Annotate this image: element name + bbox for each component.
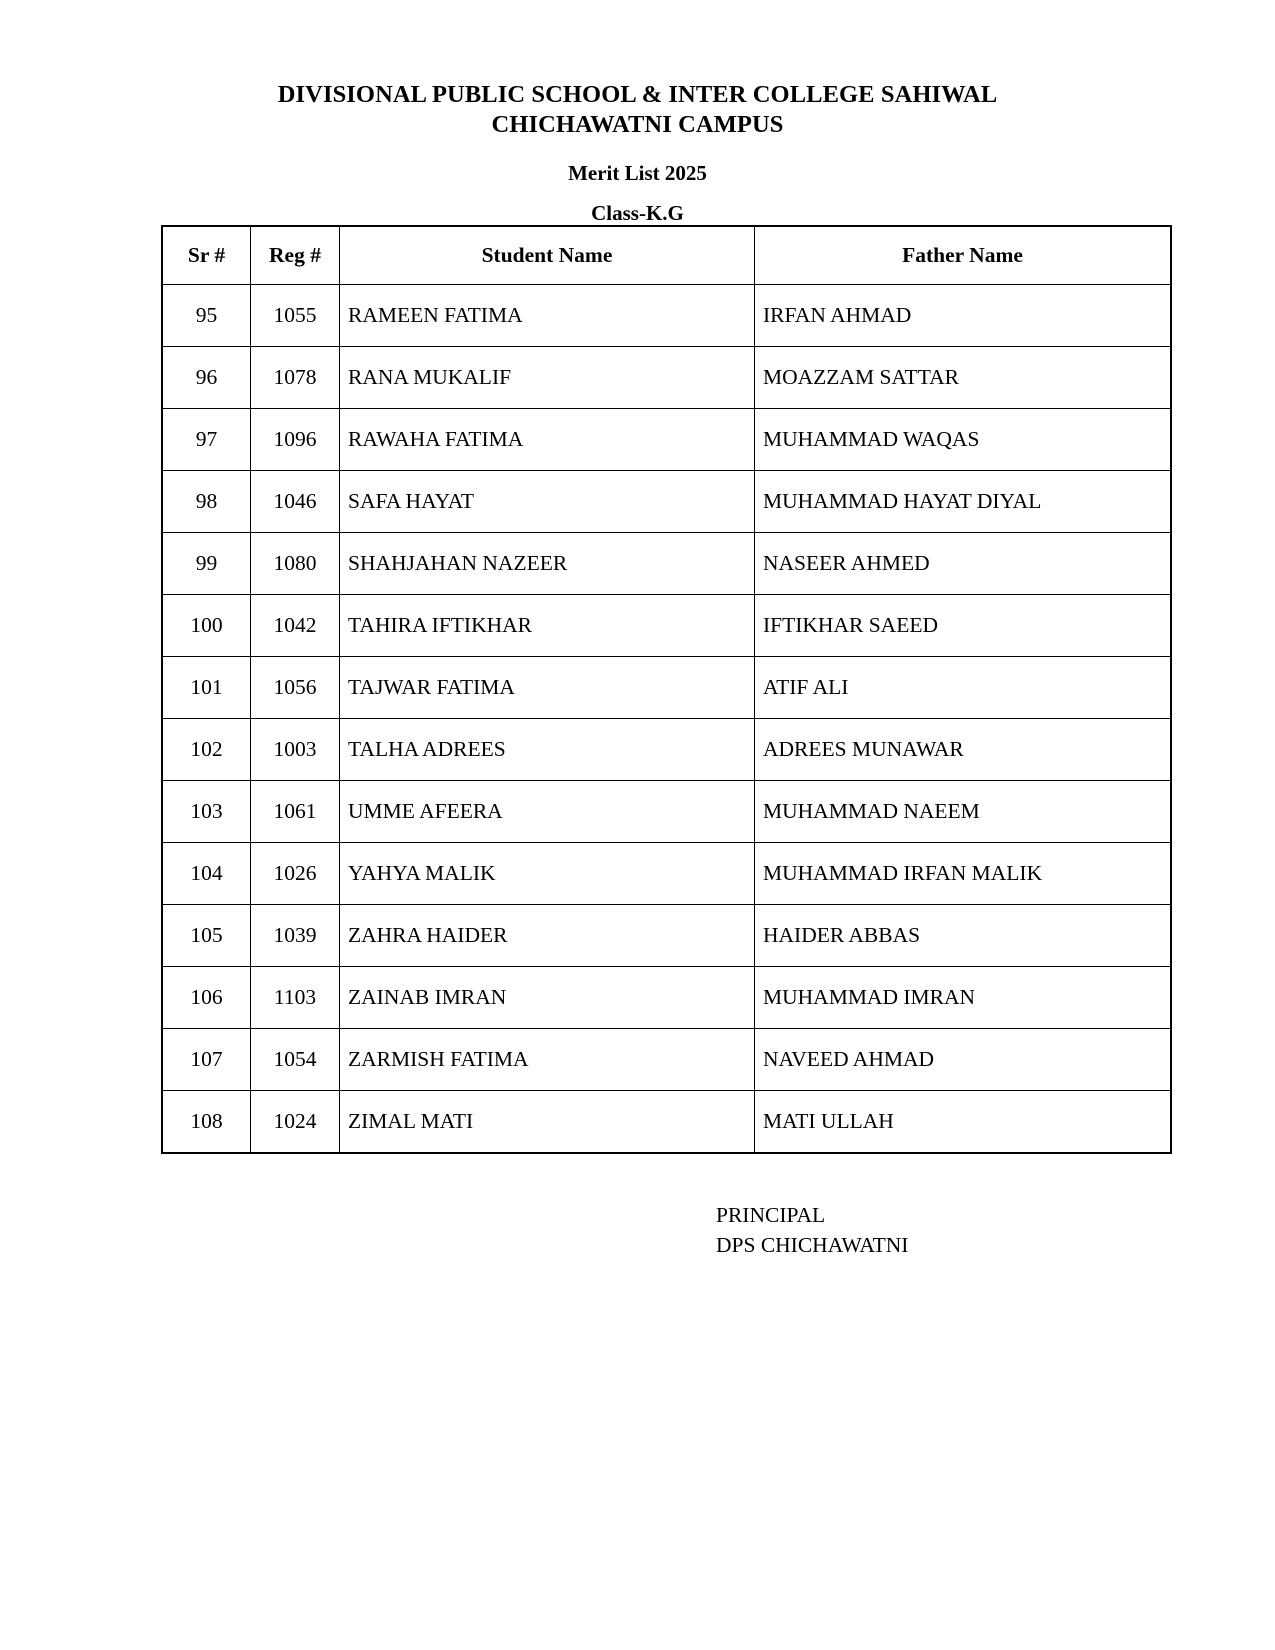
cell-reg: 1054 [251,1029,340,1091]
cell-father: MUHAMMAD IMRAN [755,967,1172,1029]
cell-father: IFTIKHAR SAEED [755,595,1172,657]
cell-sr: 100 [162,595,251,657]
merit-table-container [161,225,1165,1154]
cell-sr: 98 [162,471,251,533]
signature-principal: PRINCIPAL [716,1203,826,1227]
cell-sr: 99 [162,533,251,595]
cell-sr: 97 [162,409,251,471]
cell-reg: 1046 [251,471,340,533]
merit-list-title: Merit List 2025 [568,161,707,185]
cell-name: SAFA HAYAT [340,471,755,533]
signature-institution: DPS CHICHAWATNI [716,1233,909,1257]
cell-sr: 95 [162,285,251,347]
table-row [162,471,1171,533]
cell-name: RANA MUKALIF [340,347,755,409]
cell-reg: 1061 [251,781,340,843]
table-row [162,781,1171,843]
cell-sr: 106 [162,967,251,1029]
cell-reg: 1103 [251,967,340,1029]
document-heading [0,80,1275,226]
cell-father: MUHAMMAD WAQAS [755,409,1172,471]
cell-father: HAIDER ABBAS [755,905,1172,967]
table-header-row [162,226,1171,285]
cell-sr: 105 [162,905,251,967]
cell-father: NASEER AHMED [755,533,1172,595]
campus-name: CHICHAWATNI CAMPUS [491,111,784,138]
table-row [162,905,1171,967]
column-header-name: Student Name [340,226,755,285]
cell-reg: 1078 [251,347,340,409]
table-row [162,285,1171,347]
merit-table-body [162,285,1171,1154]
cell-father: MUHAMMAD NAEEM [755,781,1172,843]
table-row [162,657,1171,719]
cell-reg: 1055 [251,285,340,347]
cell-name: UMME AFEERA [340,781,755,843]
cell-name: RAWAHA FATIMA [340,409,755,471]
cell-father: MUHAMMAD IRFAN MALIK [755,843,1172,905]
table-row [162,843,1171,905]
cell-sr: 104 [162,843,251,905]
table-row [162,533,1171,595]
class-title: Class-K.G [591,201,684,225]
cell-reg: 1056 [251,657,340,719]
cell-sr: 108 [162,1091,251,1154]
merit-table-header [162,226,1171,285]
table-row [162,595,1171,657]
cell-sr: 101 [162,657,251,719]
cell-father: MATI ULLAH [755,1091,1172,1154]
cell-reg: 1003 [251,719,340,781]
cell-name: YAHYA MALIK [340,843,755,905]
cell-name: ZIMAL MATI [340,1091,755,1154]
cell-reg: 1096 [251,409,340,471]
column-header-father: Father Name [755,226,1172,285]
cell-father: MOAZZAM SATTAR [755,347,1172,409]
cell-reg: 1026 [251,843,340,905]
table-row [162,967,1171,1029]
cell-sr: 102 [162,719,251,781]
table-row [162,409,1171,471]
table-row [162,1091,1171,1154]
cell-name: ZAHRA HAIDER [340,905,755,967]
cell-reg: 1024 [251,1091,340,1154]
cell-name: RAMEEN FATIMA [340,285,755,347]
cell-name: TAHIRA IFTIKHAR [340,595,755,657]
cell-father: NAVEED AHMAD [755,1029,1172,1091]
cell-name: TALHA ADREES [340,719,755,781]
column-header-reg: Reg # [251,226,340,285]
table-row [162,347,1171,409]
cell-reg: 1039 [251,905,340,967]
cell-name: SHAHJAHAN NAZEER [340,533,755,595]
cell-father: ATIF ALI [755,657,1172,719]
cell-reg: 1042 [251,595,340,657]
school-name: DIVISIONAL PUBLIC SCHOOL & INTER COLLEGE SAHIWAL [277,81,998,108]
cell-sr: 96 [162,347,251,409]
cell-name: ZAINAB IMRAN [340,967,755,1029]
signature-block [716,1200,908,1260]
table-row [162,719,1171,781]
column-header-sr: Sr # [162,226,251,285]
cell-father: MUHAMMAD HAYAT DIYAL [755,471,1172,533]
table-row [162,1029,1171,1091]
cell-sr: 107 [162,1029,251,1091]
cell-sr: 103 [162,781,251,843]
cell-name: ZARMISH FATIMA [340,1029,755,1091]
merit-table [161,225,1172,1154]
cell-father: ADREES MUNAWAR [755,719,1172,781]
cell-name: TAJWAR FATIMA [340,657,755,719]
cell-father: IRFAN AHMAD [755,285,1172,347]
cell-reg: 1080 [251,533,340,595]
